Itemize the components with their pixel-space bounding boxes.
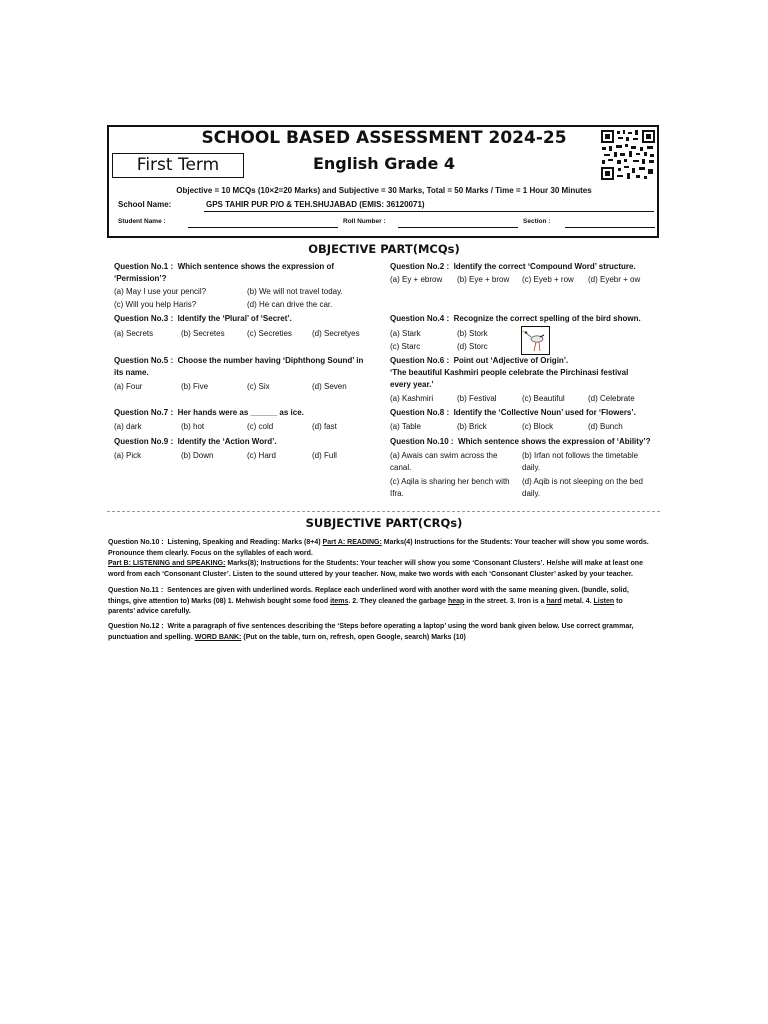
q8-option-d[interactable]: (d) Bunch <box>588 422 623 431</box>
q6-option-b[interactable]: (b) Festival <box>457 394 497 403</box>
q1-option-a[interactable]: (a) May I use your pencil? <box>114 287 207 296</box>
q6-option-c[interactable]: (c) Beautiful <box>522 394 565 403</box>
q1-option-d[interactable]: (d) He can drive the car. <box>247 300 333 309</box>
q7-option-b[interactable]: (b) hot <box>181 422 205 431</box>
q10-option-c[interactable]: (c) Aqila is sharing her bench with Ifra. <box>390 477 510 498</box>
question-11: Question No.11 : Sentences are given with underlined words. Replace each underlined word with another word with the same meaning given. (bundle, solid, things, give attention to) Marks (08) 1. Mehwish bought some food items. 2. They cleaned the garbage heap in the street. 3. Iron is a hard metal. 4. Listen to parents’ advice carefully. <box>108 587 629 615</box>
q3-option-a[interactable]: (a) Secrets <box>114 329 154 338</box>
question-1: Question No.1 : Which sentence shows the expression of ‘Permission’? <box>114 262 335 283</box>
school-name-line <box>204 211 654 212</box>
question-9: Question No.9 : Identify the ‘Action Word’. <box>114 437 277 446</box>
qr-code-icon <box>600 129 656 181</box>
q2-option-d[interactable]: (d) Eyebr + ow <box>588 275 641 284</box>
q5-option-b[interactable]: (b) Five <box>181 382 209 391</box>
q5-option-d[interactable]: (d) Seven <box>312 382 347 391</box>
q1-option-b[interactable]: (b) We will not travel today. <box>247 287 343 296</box>
question-3: Question No.3 : Identify the ‘Plural’ of ‘Secret’. <box>114 314 292 323</box>
question-12: Question No.12 : Write a paragraph of five sentences describing the ‘Steps before operating a laptop’ using the word bank given below. Use correct grammar, punctuation and spelling. WORD BANK: (Put on the table, turn on, refresh, open Google, search) Marks (10) <box>108 623 634 641</box>
q10-option-b[interactable]: (b) Irfan not follows the timetable daily. <box>522 451 639 472</box>
q4-option-a[interactable]: (a) Stark <box>390 329 421 338</box>
q2-option-b[interactable]: (b) Eye + brow <box>457 275 510 284</box>
objective-heading: OBJECTIVE PART(MCQs) <box>308 242 460 256</box>
roll-number-label: Roll Number : <box>343 218 386 225</box>
q1-option-c[interactable]: (c) Will you help Haris? <box>114 300 197 309</box>
question-6: Question No.6 : Point out ‘Adjective of Origin’. ‘The beautiful Kashmiri people celebrate the Pirchinasi festival every year.’ <box>390 356 629 389</box>
q4-option-b[interactable]: (b) Stork <box>457 329 488 338</box>
q9-option-d[interactable]: (d) Full <box>312 451 337 460</box>
student-name-field[interactable] <box>188 227 338 228</box>
q6-option-a[interactable]: (a) Kashmiri <box>390 394 434 403</box>
question-8: Question No.8 : Identify the ‘Collective Noun’ used for ‘Flowers’. <box>390 408 636 417</box>
q10-option-a[interactable]: (a) Awais can swim across the canal. <box>390 451 498 472</box>
q8-option-a[interactable]: (a) Table <box>390 422 421 431</box>
q5-option-c[interactable]: (c) Six <box>247 382 270 391</box>
q9-option-a[interactable]: (a) Pick <box>114 451 142 460</box>
subjective-heading: SUBJECTIVE PART(CRQs) <box>305 516 463 530</box>
stork-bird-icon <box>521 326 550 355</box>
q3-option-d[interactable]: (d) Secretyes <box>312 329 360 338</box>
q5-option-a[interactable]: (a) Four <box>114 382 143 391</box>
q7-option-c[interactable]: (c) cold <box>247 422 274 431</box>
question-10-crq: Question No.10 : Listening, Speaking and Reading: Marks (8+4) Part A: READING: Marks(4) Instructions for the Students: Your teacher will show you some words. Pronounce them clearly. Focus on the syllables of each word. Part B: LISTENING and SPEAKING: Marks(8); Instructions for the Students: Your teacher will show you some ‘Consonant Clusters’. He/she will make at least one word from each ‘Consonant Cluster’. Listen to the sound uttered by your teacher. Now, make two words with each ‘Consonant Cluster’ asked by your teacher. <box>108 539 649 578</box>
subject-title: English Grade 4 <box>312 154 456 173</box>
q7-option-d[interactable]: (d) fast <box>312 422 337 431</box>
q9-option-b[interactable]: (b) Down <box>181 451 214 460</box>
q9-option-c[interactable]: (c) Hard <box>247 451 276 460</box>
q3-option-c[interactable]: (c) Secreties <box>247 329 292 338</box>
q2-option-a[interactable]: (a) Ey + ebrow <box>390 275 443 284</box>
q2-option-c[interactable]: (c) Eyeb + row <box>522 275 574 284</box>
question-4: Question No.4 : Recognize the correct spelling of the bird shown. <box>390 314 641 323</box>
q4-option-d[interactable]: (d) Storc <box>457 342 488 351</box>
page-title: SCHOOL BASED ASSESSMENT 2024-25 <box>201 128 567 148</box>
q8-option-c[interactable]: (c) Block <box>522 422 554 431</box>
school-value: GPS TAHIR PUR P/O & TEH.SHUJABAD (EMIS: 36120071) <box>206 200 425 209</box>
marks-info: Objective = 10 MCQs (10×2=20 Marks) and Subjective = 30 Marks, Total = 50 Marks / Time = 1 Hour 30 Minutes <box>176 186 592 195</box>
question-7: Question No.7 : Her hands were as ______ as ice. <box>114 408 304 417</box>
school-label: School Name: <box>118 200 172 209</box>
question-5: Question No.5 : Choose the number having ‘Diphthong Sound’ in its name. <box>114 356 364 377</box>
q4-option-c[interactable]: (c) Starc <box>390 342 421 351</box>
question-2: Question No.2 : Identify the correct ‘Compound Word’ structure. <box>390 262 636 271</box>
q3-option-b[interactable]: (b) Secretes <box>181 329 225 338</box>
q8-option-b[interactable]: (b) Brick <box>457 422 487 431</box>
student-name-label: Student Name : <box>118 218 166 225</box>
term-box: First Term <box>112 153 244 178</box>
q7-option-a[interactable]: (a) dark <box>114 422 142 431</box>
section-field[interactable] <box>565 227 655 228</box>
roll-number-field[interactable] <box>398 227 518 228</box>
q6-option-d[interactable]: (d) Celebrate <box>588 394 635 403</box>
section-divider <box>107 511 660 512</box>
question-10-mcq: Question No.10 : Which sentence shows the expression of ‘Ability’? <box>390 437 651 446</box>
q10-option-d[interactable]: (d) Aqib is not sleeping on the bed daily. <box>522 477 643 498</box>
section-label: Section : <box>523 218 551 225</box>
